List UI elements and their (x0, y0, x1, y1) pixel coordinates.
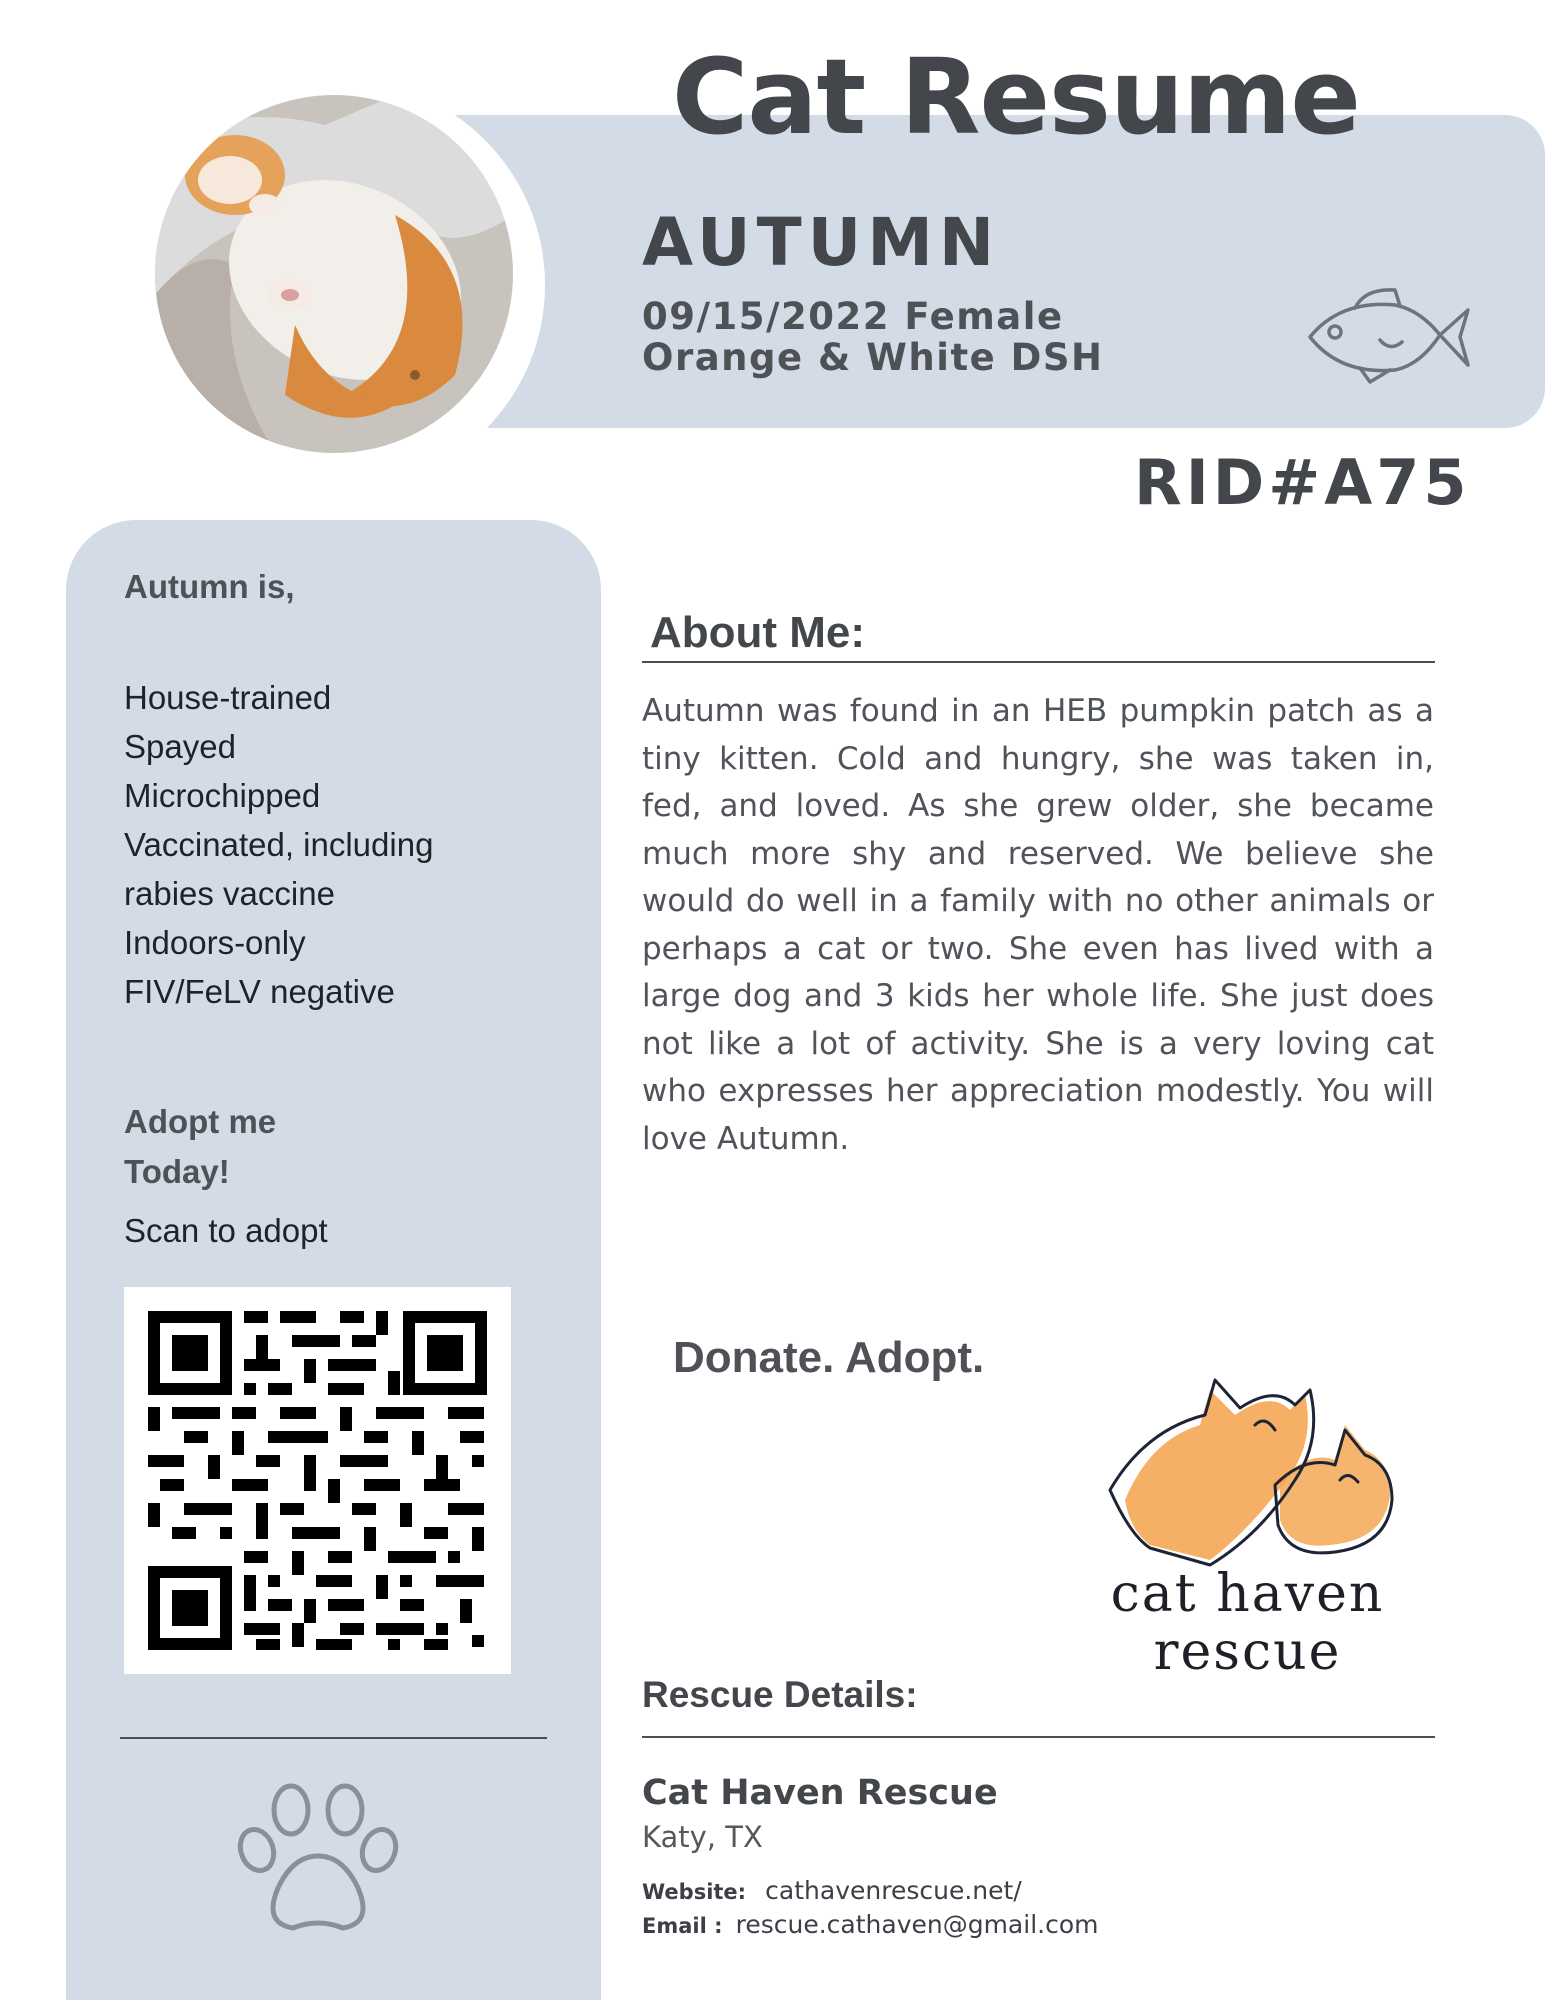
adopt-line-2: Today! (124, 1153, 230, 1190)
birthdate-sex: 09/15/2022 Female (642, 295, 1064, 338)
rescue-divider (642, 1736, 1435, 1738)
paw-icon (233, 1778, 403, 1938)
rescue-org-name: Cat Haven Rescue (642, 1773, 998, 1813)
adopt-qr-code[interactable] (124, 1287, 511, 1674)
donate-tagline: Donate. Adopt. (673, 1333, 985, 1382)
about-heading: About Me: (650, 608, 866, 657)
logo-line-1: cat haven (1110, 1564, 1385, 1624)
rescue-heading: Rescue Details: (642, 1674, 918, 1715)
traits-heading: Autumn is, (124, 568, 295, 605)
website-label: Website: (642, 1880, 747, 1904)
trait-item: House-trained (124, 679, 332, 716)
cat-haven-logo-text (1090, 1565, 1405, 1681)
cat-details (642, 296, 1103, 378)
email-row (642, 1910, 1099, 1939)
traits-list (124, 673, 433, 1016)
about-text: Autumn was found in an HEB pumpkin patch as a tiny kitten. Cold and hungry, she was taken in, fed, and loved. As she grew older, she became much more shy and reserved. We believe she would do well in a family with no other animals or perhaps a cat or two. She even has lived with a large dog and 3 kids her whole life. She just does not like a lot of activity. She is a very loving cat who expresses her appreciation modestly. You will love Autumn. (642, 693, 1434, 1157)
adopt-line-1: Adopt me (124, 1103, 277, 1140)
email-label: Email : (642, 1914, 723, 1938)
website-row (642, 1876, 1022, 1905)
trait-item: Indoors-only (124, 924, 306, 961)
rescue-id: RID#A75 (1134, 446, 1471, 519)
adopt-heading (124, 1097, 276, 1197)
trait-item: Vaccinated, including (124, 826, 434, 863)
email-link[interactable]: rescue.cathaven@gmail.com (735, 1910, 1099, 1939)
trait-item: Spayed (124, 728, 236, 765)
cat-name: AUTUMN (642, 204, 1001, 281)
trait-item: Microchipped (124, 777, 321, 814)
cat-photo (155, 95, 513, 453)
about-divider (642, 661, 1435, 663)
logo-line-2: rescue (1153, 1622, 1342, 1682)
trait-item: rabies vaccine (124, 875, 335, 912)
trait-item: FIV/FeLV negative (124, 973, 395, 1010)
website-link[interactable]: cathavenrescue.net/ (765, 1876, 1022, 1905)
coat-breed: Orange & White DSH (642, 336, 1104, 379)
rescue-location: Katy, TX (642, 1820, 763, 1854)
page-title: Cat Resume (672, 36, 1360, 158)
scan-label: Scan to adopt (124, 1212, 328, 1249)
sidebar-divider (120, 1737, 547, 1739)
fish-icon (1300, 280, 1475, 390)
